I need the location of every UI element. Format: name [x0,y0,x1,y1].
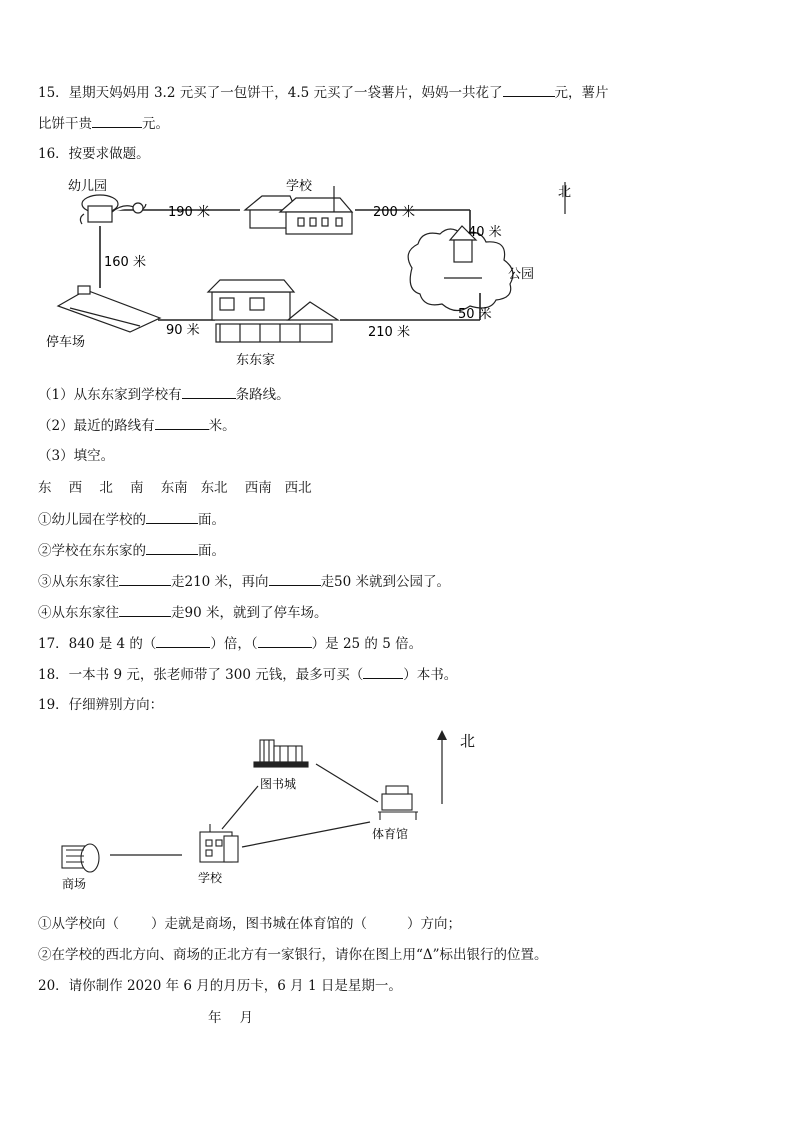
school-icon-2 [200,824,238,862]
q19-line2: ②在学校的西北方向、商场的正北方有一家银行，请你在图上用“Δ”标出银行的位置。 [38,947,548,963]
dist-90: 90 米 [166,323,200,338]
dist-50: 50 米 [458,307,492,322]
q19-map [40,722,500,897]
q18-text-b: ）本书。 [403,667,458,683]
q19-line1 [38,914,461,934]
q16-blank-routes[interactable] [182,384,236,399]
dist-40: 40 米 [468,225,502,240]
q16-sub2-text-b: 米。 [208,418,236,434]
q17-text-c: ）是 25 的 5 倍。 [311,636,423,652]
q16-blank-shortest[interactable] [155,415,209,430]
dist-200: 200 米 [373,205,415,220]
q17-blank-1[interactable] [156,633,210,648]
q15-blank-total[interactable] [503,82,555,97]
dir-option: 南 [130,480,144,496]
q16-c4-text-b: 走90 米，就到了停车场。 [171,605,328,621]
q15-text-2: 元，薯片 [554,85,609,101]
q15-text-4: 元。 [142,116,169,132]
dist-210: 210 米 [368,325,410,340]
q19-l1-text-b: ）走就是商场，图书城在体育馆的（ [151,916,367,932]
q16-direction-list [38,478,312,498]
school-label: 学校 [286,179,313,194]
road-bookcity-gym [316,764,378,802]
q20-calendar-header [208,1008,253,1028]
q17-text-b: ）倍，（ [210,636,258,652]
q16-sub1-text-a: （1）从东东家到学校有 [38,387,182,403]
q16-sub1 [38,384,290,405]
road-school-gym [242,822,370,847]
q16-c1 [38,509,225,530]
school-label-2: 学校 [198,871,223,885]
q15-text-1: 15．星期天妈妈用 3.2 元买了一包饼干，4.5 元买了一袋薯片，妈妈一共花了 [38,85,503,101]
mall-icon [62,844,99,872]
q15-text-3: 比饼干贵 [38,116,92,132]
q16-c4 [38,602,327,623]
dir-option: 西 [68,480,83,496]
mall-label: 商场 [62,877,87,891]
q16-c2-text-b: 面。 [198,543,225,559]
q16-c2 [38,540,225,561]
q17 [38,633,422,654]
kindergarten-icon [80,195,146,224]
q15-line2 [38,113,169,134]
dir-option: 东南 [160,480,188,496]
q19-l1-text-c: ）方向； [407,916,461,932]
north-label-2: 北 [460,732,476,750]
q17-blank-2[interactable] [258,633,312,648]
q20-title: 20．请你制作 2020 年 6 月的月历卡，6 月 1 日是星期一。 [38,978,402,994]
gym-label: 体育馆 [372,827,409,841]
dir-option: 西南 [244,480,272,496]
home-label: 东东家 [236,353,276,368]
q16-sub1-text-b: 条路线。 [235,387,290,403]
north-arrow-icon [437,730,447,740]
q18 [38,664,457,685]
q17-text-a: 17．840 是 4 的（ [38,636,157,652]
q16-c4-text-a: ④从东东家往 [38,605,119,621]
dir-option: 东 [38,480,52,496]
q16-c2-text-a: ②学校在东东家的 [38,543,146,559]
dir-option: 北 [99,480,113,496]
q16-c3 [38,571,450,592]
q20-year-label: 年 [208,1010,222,1026]
q20-month-label: 月 [239,1010,253,1026]
parking-label: 停车场 [46,335,86,350]
q16-blank-c2[interactable] [146,540,198,555]
q16-c3-text-b: 走210 米，再向 [171,574,269,590]
dist-190: 190 米 [168,205,210,220]
q18-text-a: 18．一本书 9 元，张老师带了 300 元钱，最多可买（ [38,667,364,683]
q16-sub2 [38,415,236,436]
q16-c1-text-b: 面。 [198,512,225,528]
dir-option: 东北 [200,480,228,496]
q16-blank-c3a[interactable] [119,571,171,586]
q16-blank-c1[interactable] [146,509,198,524]
q16-c3-text-a: ③从东东家往 [38,574,119,590]
q15-blank-diff[interactable] [92,113,142,128]
q16-blank-c3b[interactable] [269,571,321,586]
dist-160: 160 米 [104,255,146,270]
q15-line1 [38,82,609,103]
q18-blank[interactable] [363,664,403,679]
q16-c1-text-a: ①幼儿园在学校的 [38,512,146,528]
q16-sub2-text-a: （2）最近的路线有 [38,418,155,434]
q19-title: 19．仔细辨别方向： [38,697,164,713]
park-label: 公园 [508,267,535,282]
bookcity-label: 图书城 [260,777,297,791]
home-icon [208,280,338,342]
q19-l1-text-a: ①从学校向（ [38,916,119,932]
gym-icon [378,786,418,820]
q16-c3-text-c: 走50 米就到公园了。 [320,574,451,590]
north-label-1: 北 [558,185,572,200]
dir-option: 西北 [284,480,312,496]
q16-blank-c4[interactable] [119,602,171,617]
q16-title: 16．按要求做题。 [38,146,150,162]
kindergarten-label: 幼儿园 [68,179,108,194]
q16-map [40,168,572,378]
road-school-bookcity [222,786,258,829]
bookcity-icon [254,740,308,767]
parking-icon [58,286,160,332]
q16-sub3: （3）填空。 [38,448,115,464]
